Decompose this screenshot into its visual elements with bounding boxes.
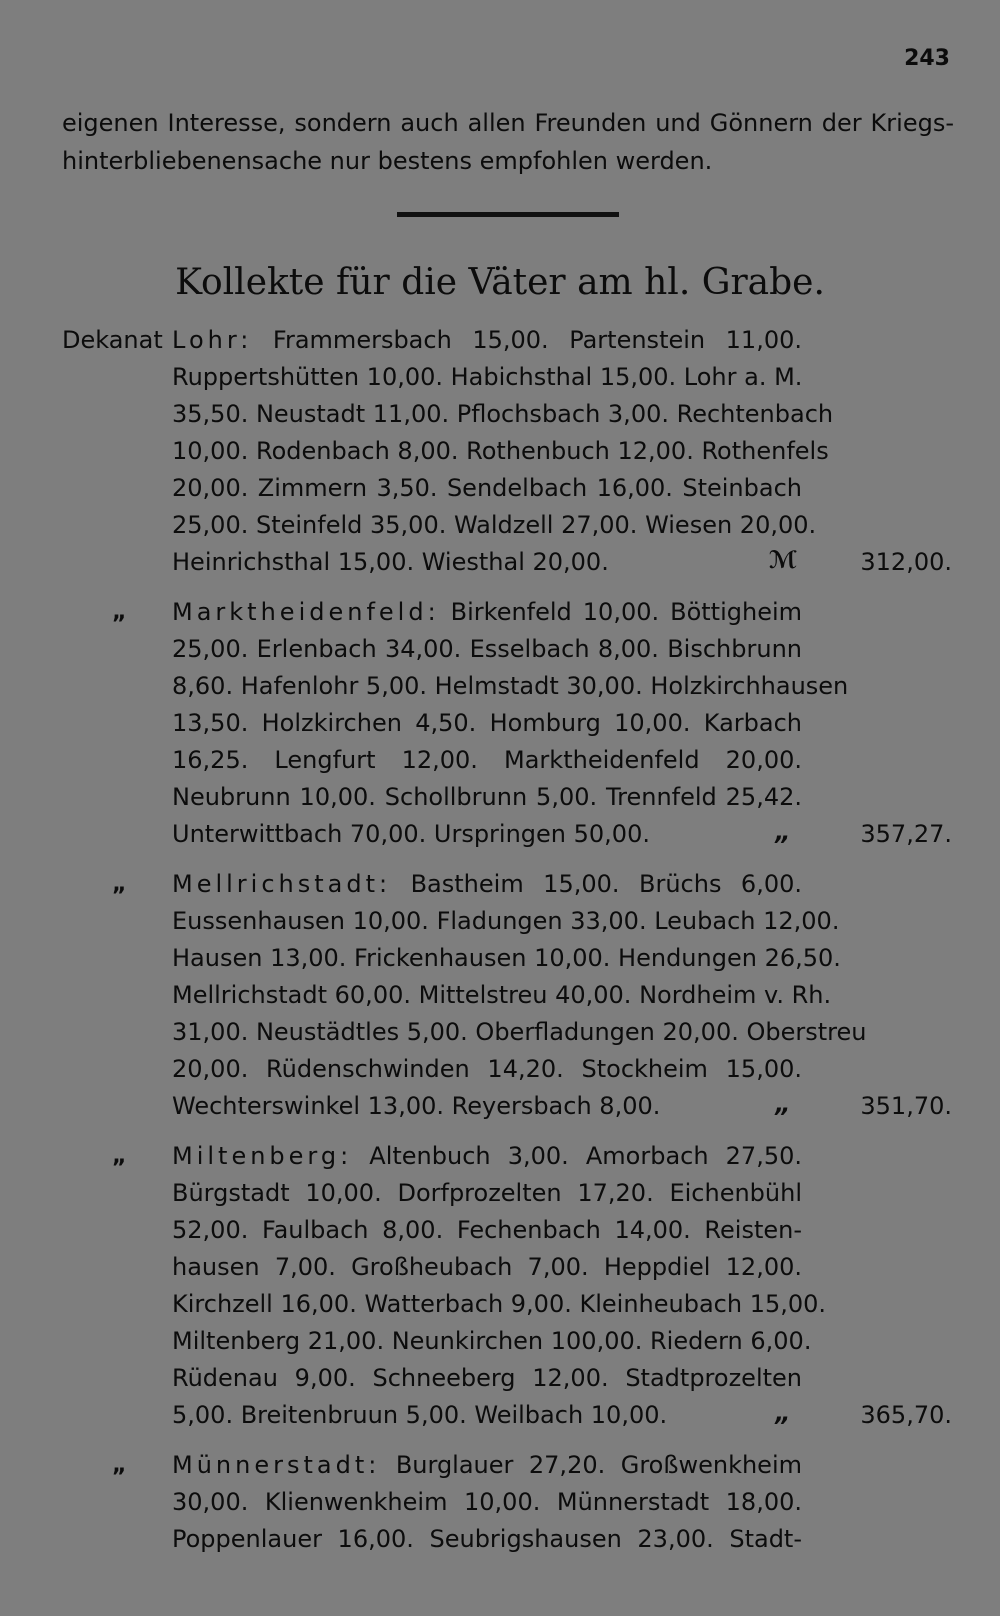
ditto-mark: „: [112, 872, 127, 897]
deanery-name: Marktheidenfeld:: [172, 598, 440, 626]
ditto-mark: „: [775, 818, 791, 846]
entry-line: 8,60. Hafenlohr 5,00. Helmstadt 30,00. Holzkirchhausen: [172, 672, 849, 700]
entry-line: 20,00. Zimmern 3,50. Sendelbach 16,00. Steinbach: [172, 474, 802, 502]
entry-line: [172, 594, 802, 631]
currency-mark: ℳ: [768, 546, 798, 574]
deanery-entry-lohr: [0, 322, 1000, 581]
entry-line: Heinrichsthal 15,00. Wiesthal 20,00.: [172, 548, 609, 576]
entry-line-rest: Burglauer 27,20. Großwenkheim: [395, 1451, 802, 1479]
entry-line: Mellrichstadt 60,00. Mittelstreu 40,00. Nordheim v. Rh.: [172, 981, 832, 1009]
entry-line: Poppenlauer 16,00. Seubrigshausen 23,00. Stadt-: [172, 1525, 802, 1553]
section-heading: Kollekte für die Väter am hl. Grabe.: [175, 262, 825, 303]
intro-line: eigenen Interesse, sondern auch allen Freunden und Gönnern der Kriegs-: [62, 109, 954, 137]
ditto-mark: „: [112, 1144, 127, 1169]
entry-line: Hausen 13,00. Frickenhausen 10,00. Hendungen 26,50.: [172, 944, 841, 972]
section-divider: [397, 212, 619, 217]
entry-line: 20,00. Rüdenschwinden 14,20. Stockheim 15,00.: [172, 1055, 802, 1083]
entry-line-rest: Altenbuch 3,00. Amorbach 27,50.: [369, 1142, 802, 1170]
deanery-entry-mellrichstadt: [0, 866, 1000, 1125]
entry-line: Miltenberg 21,00. Neunkirchen 100,00. Riedern 6,00.: [172, 1327, 812, 1355]
entry-line: Bürgstadt 10,00. Dorfprozelten 17,20. Eichenbühl: [172, 1179, 802, 1207]
entry-line: Unterwittbach 70,00. Urspringen 50,00.: [172, 820, 650, 848]
entry-line: [172, 1138, 802, 1175]
entry-line: [172, 1447, 802, 1484]
entry-line: 52,00. Faulbach 8,00. Fechenbach 14,00. Reisten-: [172, 1216, 802, 1244]
entry-line: Rüdenau 9,00. Schneeberg 12,00. Stadtprozelten: [172, 1364, 802, 1392]
ditto-mark: „: [775, 1090, 791, 1118]
entry-text: [172, 866, 867, 1125]
entry-line: hausen 7,00. Großheubach 7,00. Heppdiel 12,00.: [172, 1253, 802, 1281]
entry-line: 13,50. Holzkirchen 4,50. Homburg 10,00. Karbach: [172, 709, 802, 737]
deanery-name: Mellrichstadt:: [172, 870, 392, 898]
page-number: 243: [904, 46, 950, 71]
entry-total: 357,27.: [860, 820, 952, 848]
entry-total: 351,70.: [860, 1092, 952, 1120]
entry-line: Ruppertshütten 10,00. Habichsthal 15,00. Lohr a. M.: [172, 363, 803, 391]
ditto-mark: „: [775, 1399, 791, 1427]
intro-paragraph: [62, 104, 954, 180]
entry-line-rest: Birkenfeld 10,00. Böttigheim: [450, 598, 802, 626]
entry-line: [172, 866, 802, 903]
deanery-entry-marktheidenfeld: [0, 594, 1000, 853]
entry-line: 35,50. Neustadt 11,00. Pflochsbach 3,00. Rechtenbach: [172, 400, 834, 428]
deanery-entry-miltenberg: [0, 1138, 1000, 1434]
entry-text: [172, 322, 834, 581]
entry-line: Eussenhausen 10,00. Fladungen 33,00. Leubach 12,00.: [172, 907, 840, 935]
entry-total: 312,00.: [860, 548, 952, 576]
deanery-name: Münnerstadt:: [172, 1451, 381, 1479]
entry-line: Wechterswinkel 13,00. Reyersbach 8,00.: [172, 1092, 661, 1120]
entry-line: 25,00. Steinfeld 35,00. Waldzell 27,00. Wiesen 20,00.: [172, 511, 817, 539]
deanery-entry-muennerstadt: [0, 1447, 1000, 1558]
entry-total: 365,70.: [860, 1401, 952, 1429]
entry-line: 16,25. Lengfurt 12,00. Marktheidenfeld 20,00.: [172, 746, 802, 774]
entry-line: 25,00. Erlenbach 34,00. Esselbach 8,00. Bischbrunn: [172, 635, 802, 663]
collection-list: [0, 322, 1000, 1571]
deanery-name: Miltenberg:: [172, 1142, 353, 1170]
entry-line: 31,00. Neustädtles 5,00. Oberfladungen 20,00. Oberstreu: [172, 1018, 867, 1046]
intro-line: hinterbliebenensache nur bestens empfohlen werden.: [62, 147, 713, 175]
deanery-name: Lohr:: [172, 326, 253, 354]
entry-line: [172, 322, 802, 359]
entry-text: [172, 1447, 802, 1558]
ditto-mark: „: [112, 1453, 127, 1478]
entry-line: 30,00. Klienwenkheim 10,00. Münnerstadt 18,00.: [172, 1488, 802, 1516]
entry-line: Kirchzell 16,00. Watterbach 9,00. Kleinheubach 15,00.: [172, 1290, 827, 1318]
deanery-prefix: Dekanat: [62, 326, 163, 354]
entry-line-rest: Bastheim 15,00. Brüchs 6,00.: [410, 870, 802, 898]
entry-line: 5,00. Breitenbruun 5,00. Weilbach 10,00.: [172, 1401, 668, 1429]
entry-text: [172, 1138, 827, 1434]
entry-text: [172, 594, 849, 853]
ditto-mark: „: [112, 600, 127, 625]
entry-line-rest: Frammersbach 15,00. Partenstein 11,00.: [272, 326, 802, 354]
entry-line: 10,00. Rodenbach 8,00. Rothenbuch 12,00. Rothenfels: [172, 437, 829, 465]
entry-line: Neubrunn 10,00. Schollbrunn 5,00. Trennfeld 25,42.: [172, 783, 802, 811]
